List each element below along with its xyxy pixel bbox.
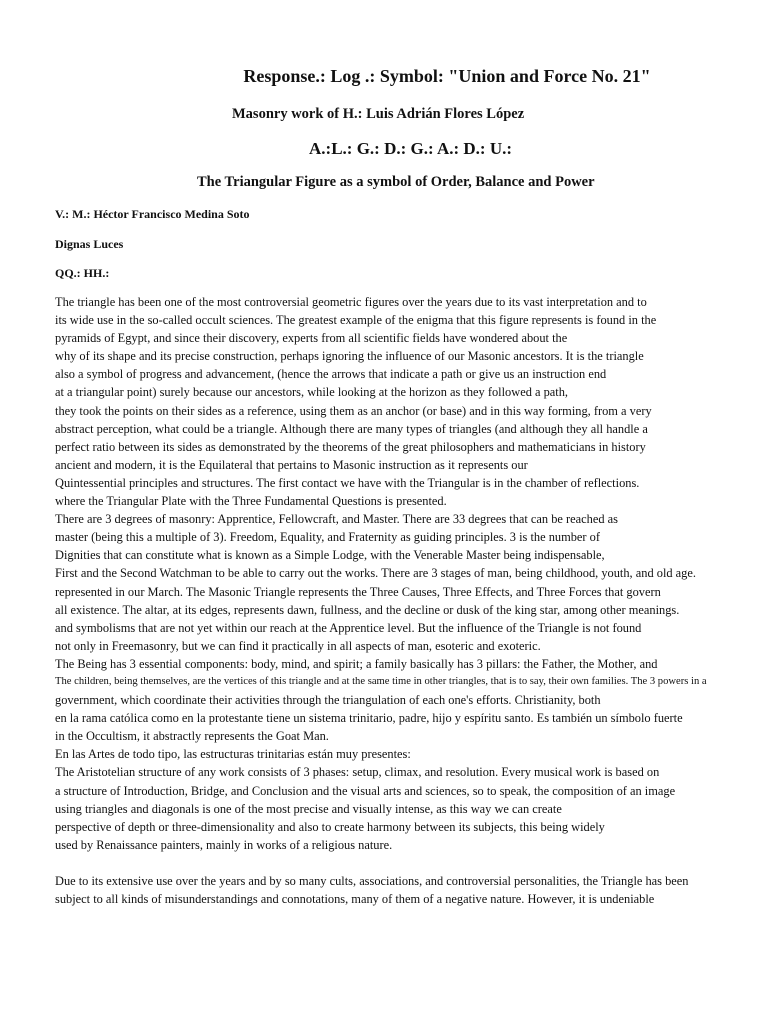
invocation-line: A.:L.: G.: D.: G.: A.: D.: U.: [309,139,513,158]
body-line: in the Occultism, it abstractly represents the Goat Man. [55,729,329,744]
body-line: used by Renaissance painters, mainly in works of a religious nature. [55,837,393,852]
body-line: where the Triangular Plate with the Three Fundamental Questions is presented. [55,494,447,509]
body-line: master (being this a multiple of 3). Freedom, Equality, and Fraternity as guiding principles. 3 is the number of [55,530,600,545]
body-line: at a triangular point) surely because our ancestors, while looking at the horizon as they followed a path, [55,385,569,400]
body-line: Due to its extensive use over the years and by so many cults, associations, and controversial personalities, the Triangle has been [55,874,689,888]
body-line: There are 3 degrees of masonry: Apprentice, Fellowcraft, and Master. There are 33 degrees that can be reached as [55,512,618,527]
body-line: not only in Freemasonry, but we can find it practically in all aspects of man, esoteric and exoteric. [55,638,541,653]
body-line: government, which coordinate their activities through the triangulation of each one's efforts. Christianity, both [55,693,601,708]
brothers-line: QQ.: HH.: [55,266,110,280]
body-line: ancient and modern, it is the Equilateral that pertains to Masonic instruction as it represents our [55,457,528,472]
body-line: and symbolisms that are not yet within our reach at the Apprentice level. But the influence of the Triangle is not found [55,620,642,635]
body-text [55,293,760,908]
body-line: abstract perception, what could be a triangle. Although there are many types of triangles (and although they all handle a [55,421,648,436]
document-subtitle: The Triangular Figure as a symbol of Order, Balance and Power [197,174,595,190]
venerable-master-line: V.: M.: Héctor Francisco Medina Soto [55,207,250,221]
body-line: pyramids of Egypt, and since their discovery, experts from all scientific fields have wondered about the [55,331,568,346]
body-line: why of its shape and its precise construction, perhaps ignoring the influence of our Masonic ancestors. It is the triangle [55,349,644,364]
body-line: en la rama católica como en la protestante tiene un sistema trinitario, padre, hijo y espíritu santo. Es también un símbolo fuerte [55,711,683,726]
body-line: First and the Second Watchman to be able to carry out the works. There are 3 stages of man, being childhood, youth, and old age. [55,566,696,581]
body-line: perspective of depth or three-dimensionality and also to create harmony between its subjects, this being widely [55,819,605,834]
body-line: subject to all kinds of misunderstandings and connotations, many of them of a negative nature. However, it is undeniable [55,892,655,907]
greeting-line: Dignas Luces [55,237,124,251]
body-line: its wide use in the so-called occult sciences. The greatest example of the enigma that this figure represents is found in the [55,313,657,328]
body-line: The Aristotelian structure of any work consists of 3 phases: setup, climax, and resolution. Every musical work is based on [55,765,660,780]
body-line: perfect ratio between its sides as demonstrated by the theorems of the great philosophers and mathematicians in history [55,439,646,454]
body-line: they took the points on their sides as a reference, using them as an anchor (or base) and in this way forming, from a very [55,403,652,418]
body-line [55,854,760,872]
body-line: represented in our March. The Masonic Triangle represents the Three Causes, Three Effects, and Three Forces that govern [55,584,661,599]
author-line: Masonry work of H.: Luis Adrián Flores López [232,106,525,122]
body-line: a structure of Introduction, Bridge, and Conclusion and the visual arts and sciences, so to speak, the composition of an image [55,783,676,798]
body-line: Dignities that can constitute what is known as a Simple Lodge, with the Venerable Master being indispensable, [55,548,605,563]
body-line: Quintessential principles and structures. The first contact we have with the Triangular is in the chamber of reflections. [55,475,640,490]
body-line: En las Artes de todo tipo, las estructuras trinitarias están muy presentes: [55,747,411,762]
document-title: Response.: Log .: Symbol: "Union and Force No. 21" [243,66,651,86]
body-line: using triangles and diagonals is one of the most precise and visually intense, as this way we can create [55,801,562,816]
body-line: The triangle has been one of the most controversial geometric figures over the years due to its vast interpretation and to [55,295,647,309]
body-line: The children, being themselves, are the vertices of this triangle and at the same time in other triangles, that is to say, their own families. The 3 powers in a [55,675,707,687]
body-line: all existence. The altar, at its edges, represents dawn, fullness, and the decline or dusk of the king star, among other meanings. [55,602,680,617]
body-line: also a symbol of progress and advancement, (hence the arrows that indicate a path or give us an instruction end [55,367,607,382]
body-line: The Being has 3 essential components: body, mind, and spirit; a family basically has 3 pillars: the Father, the Mother, and [55,656,658,671]
